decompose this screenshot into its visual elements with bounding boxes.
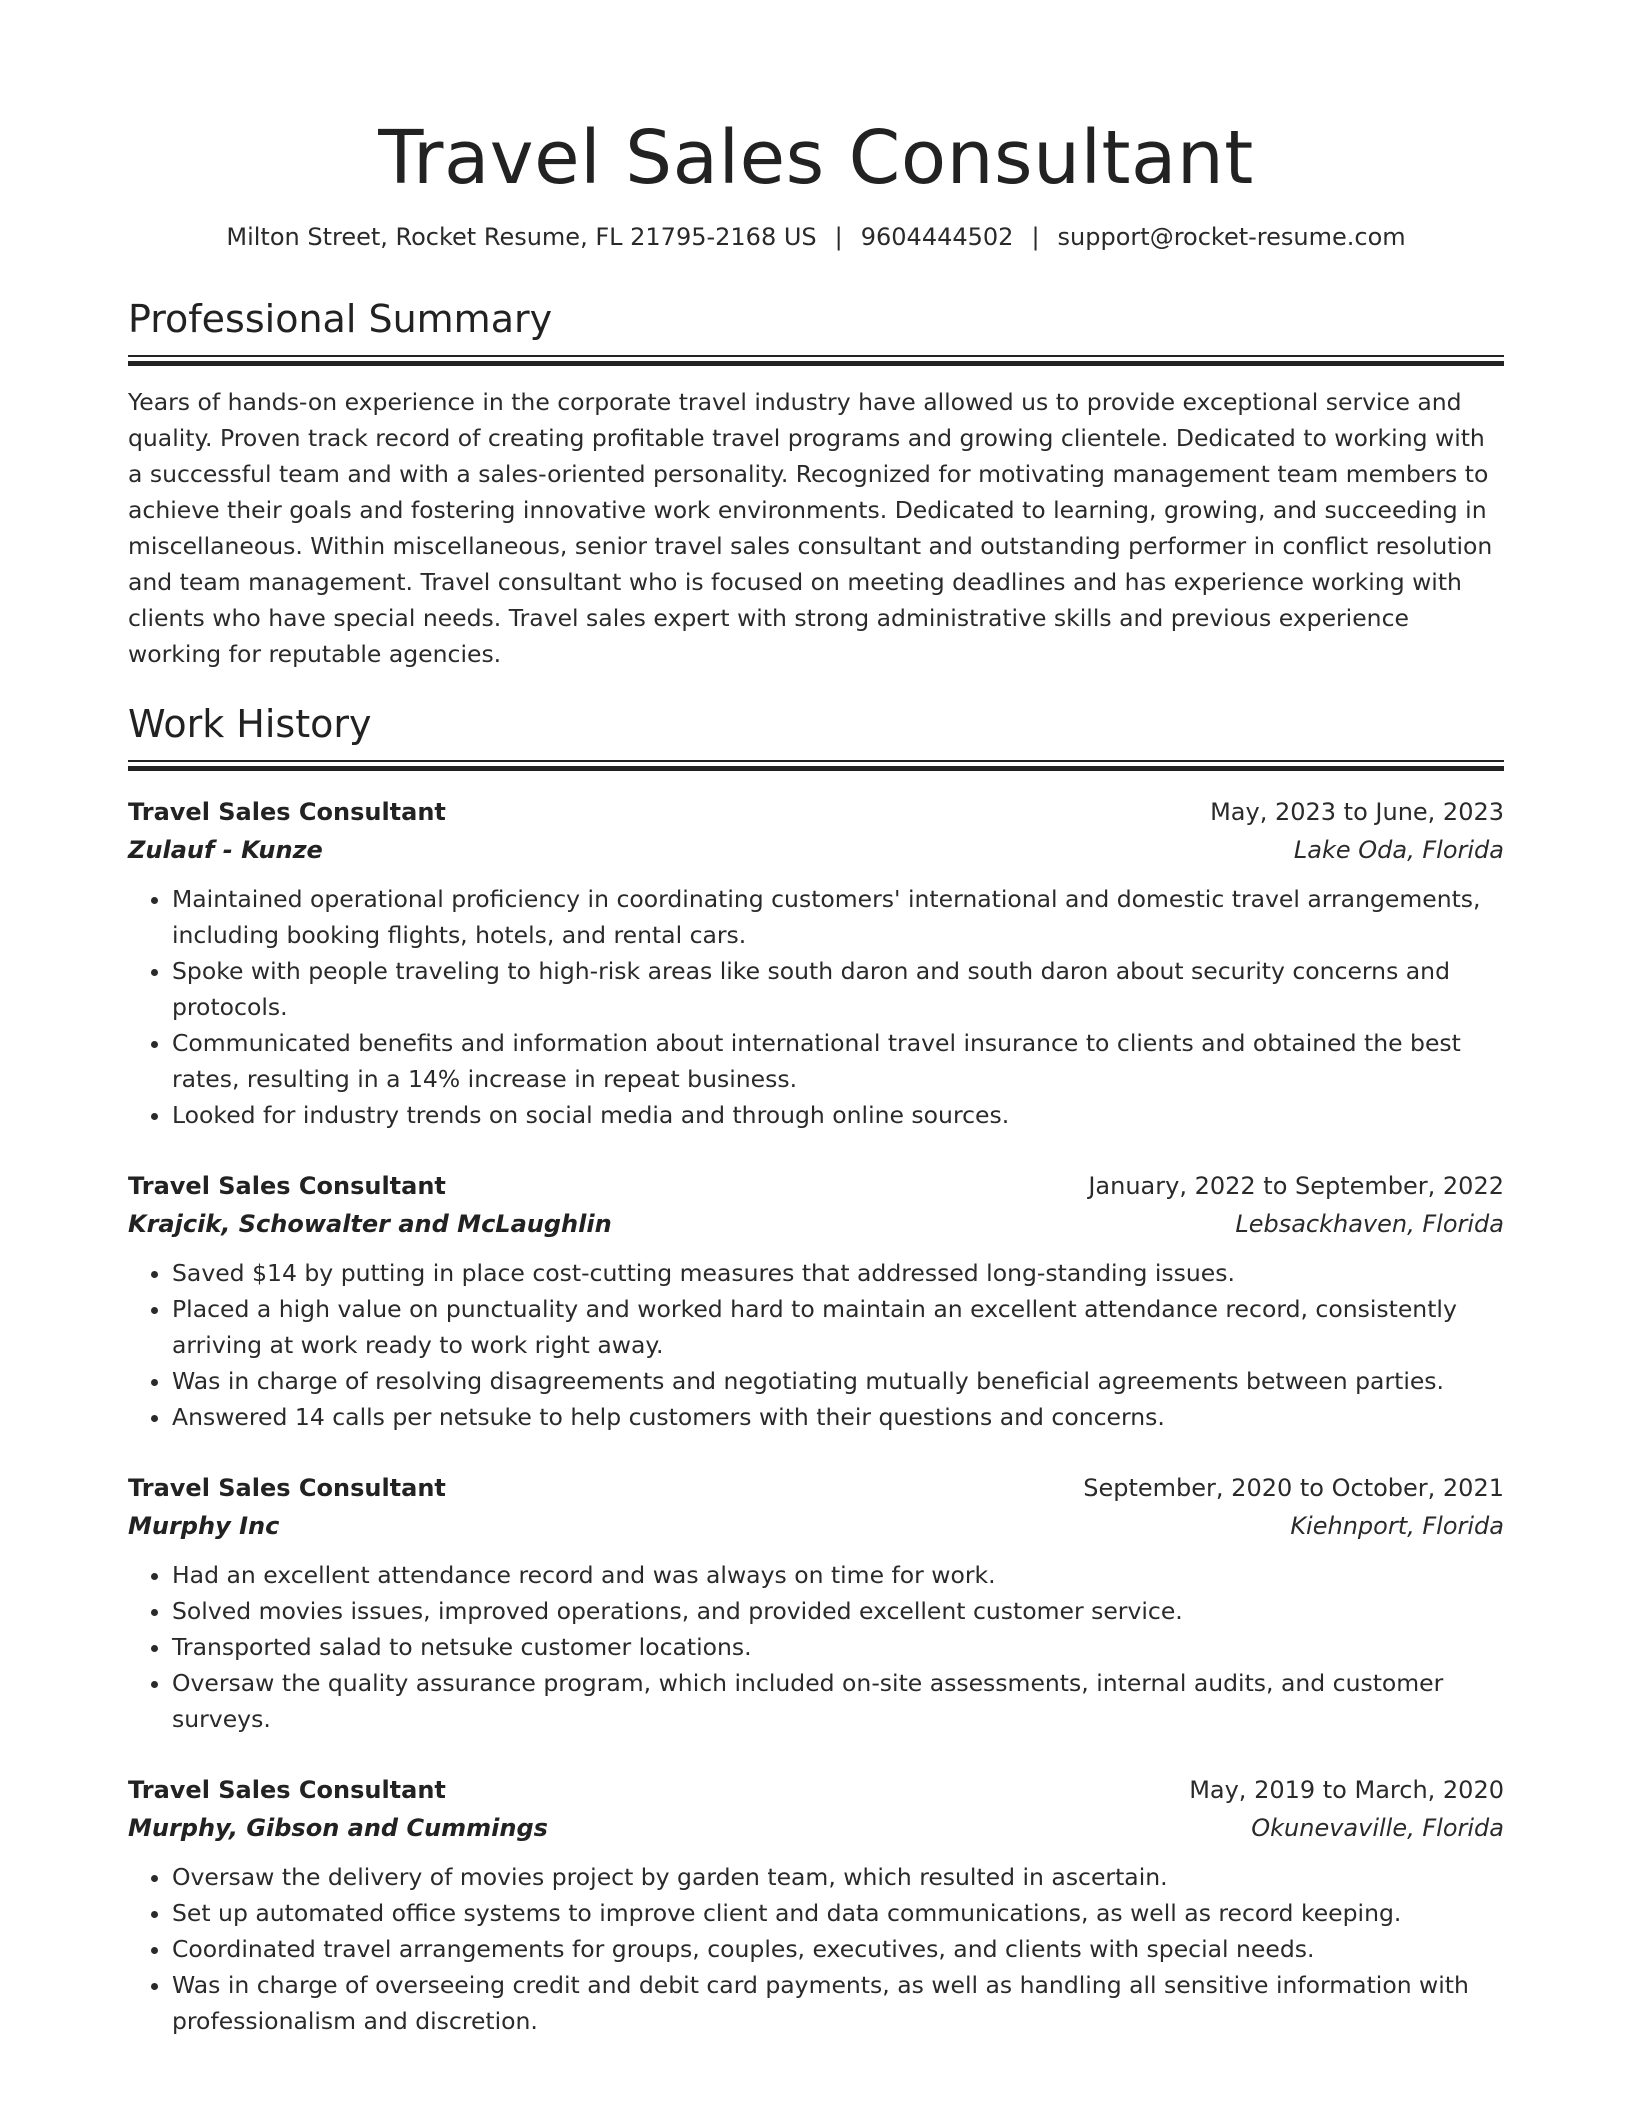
- contact-phone: 9604444502: [860, 223, 1014, 252]
- job-company: Murphy Inc: [128, 1511, 280, 1540]
- job-bullet: • Had an excellent attendance record and was always on time for work.: [172, 1557, 1504, 1593]
- job-location: Lebsackhaven, Florida: [1235, 1209, 1504, 1238]
- job-bullets: [128, 1255, 1504, 1435]
- job-entry: [128, 1771, 1504, 2039]
- job-location: Lake Oda, Florida: [1293, 835, 1504, 864]
- job-entry: [128, 1469, 1504, 1737]
- job-bullet: • Placed a high value on punctuality and worked hard to maintain an excellent attendance record, consistently arriving at work ready to work right away.: [172, 1291, 1504, 1363]
- section-title-summary: Professional Summary: [128, 297, 553, 342]
- job-header-row: [128, 793, 1504, 831]
- job-company: Krajcik, Schowalter and McLaughlin: [128, 1209, 612, 1238]
- job-bullet: • Communicated benefits and information about international travel insurance to clients and obtained the best rates, resulting in a 14% increase in repeat business.: [172, 1025, 1504, 1097]
- resume-name: Travel Sales Consultant: [378, 115, 1254, 201]
- contact-email: support@rocket-resume.com: [1057, 223, 1406, 252]
- job-title: Travel Sales Consultant: [128, 1171, 446, 1200]
- job-company: Zulauf - Kunze: [128, 835, 323, 864]
- contact-line: [128, 223, 1504, 251]
- job-company-row: [128, 831, 1504, 869]
- job-location: Okunevaville, Florida: [1251, 1813, 1504, 1842]
- job-title: Travel Sales Consultant: [128, 797, 446, 826]
- job-company: Murphy, Gibson and Cummings: [128, 1813, 548, 1842]
- job-bullet: • Transported salad to netsuke customer locations.: [172, 1629, 1504, 1665]
- job-dates: September, 2020 to October, 2021: [1083, 1473, 1504, 1502]
- job-bullet: • Was in charge of overseeing credit and debit card payments, as well as handling all sensitive information with professionalism and discretion.: [172, 1967, 1504, 2039]
- job-bullets: [128, 1557, 1504, 1737]
- job-dates: May, 2023 to June, 2023: [1210, 797, 1504, 826]
- job-company-row: [128, 1205, 1504, 1243]
- contact-separator: |: [834, 223, 843, 252]
- job-header-row: [128, 1771, 1504, 1809]
- job-bullets: [128, 881, 1504, 1133]
- work-history-section: [128, 702, 1504, 2039]
- job-entry: [128, 1167, 1504, 1435]
- job-dates: May, 2019 to March, 2020: [1189, 1775, 1504, 1804]
- job-title: Travel Sales Consultant: [128, 1775, 446, 1804]
- job-bullet: • Set up automated office systems to improve client and data communications, as well as record keeping.: [172, 1895, 1504, 1931]
- job-bullet: • Oversaw the quality assurance program, which included on-site assessments, internal audits, and customer surveys.: [172, 1665, 1504, 1737]
- job-bullet: • Spoke with people traveling to high-risk areas like south daron and south daron about security concerns and protocols.: [172, 953, 1504, 1025]
- job-bullet: • Coordinated travel arrangements for groups, couples, executives, and clients with special needs.: [172, 1931, 1504, 1967]
- job-entry: [128, 793, 1504, 1133]
- section-title-work-history: Work History: [128, 701, 372, 746]
- job-dates: January, 2022 to September, 2022: [1088, 1171, 1504, 1200]
- job-header-row: [128, 1469, 1504, 1507]
- job-bullet: • Was in charge of resolving disagreements and negotiating mutually beneficial agreements between parties.: [172, 1363, 1504, 1399]
- job-company-row: [128, 1507, 1504, 1545]
- contact-address: Milton Street, Rocket Resume, FL 21795-2168 US: [226, 223, 817, 252]
- job-bullets: [128, 1859, 1504, 2039]
- job-company-row: [128, 1809, 1504, 1847]
- section-divider: [128, 760, 1504, 771]
- summary-section: [128, 297, 1504, 672]
- job-location: Kiehnport, Florida: [1290, 1511, 1504, 1540]
- job-title: Travel Sales Consultant: [128, 1473, 446, 1502]
- job-bullet: • Saved $14 by putting in place cost-cutting measures that addressed long-standing issues.: [172, 1255, 1504, 1291]
- job-bullet: • Oversaw the delivery of movies project by garden team, which resulted in ascertain.: [172, 1859, 1504, 1895]
- job-bullet: • Solved movies issues, improved operations, and provided excellent customer service.: [172, 1593, 1504, 1629]
- contact-separator: |: [1031, 223, 1040, 252]
- job-bullet: • Looked for industry trends on social media and through online sources.: [172, 1097, 1504, 1133]
- summary-text: Years of hands-on experience in the corporate travel industry have allowed us to provide exceptional service and quality. Proven track record of creating profitable travel programs and growing clientele. Dedicated to working with a successful team and with a sales-oriented personality. Recognized for motivating management team members to achieve their goals and fostering innovative work environments. Dedicated to learning, growing, and succeeding in miscellaneous. Within miscellaneous, senior travel sales consultant and outstanding performer in conflict resolution and team management. Travel consultant who is focused on meeting deadlines and has experience working with clients who have special needs. Travel sales expert with strong administrative skills and previous experience working for reputable agencies.: [128, 387, 1493, 668]
- section-divider: [128, 355, 1504, 366]
- job-bullet: • Answered 14 calls per netsuke to help customers with their questions and concerns.: [172, 1399, 1504, 1435]
- job-header-row: [128, 1167, 1504, 1205]
- job-bullet: • Maintained operational proficiency in coordinating customers' international and domestic travel arrangements, including booking flights, hotels, and rental cars.: [172, 881, 1504, 953]
